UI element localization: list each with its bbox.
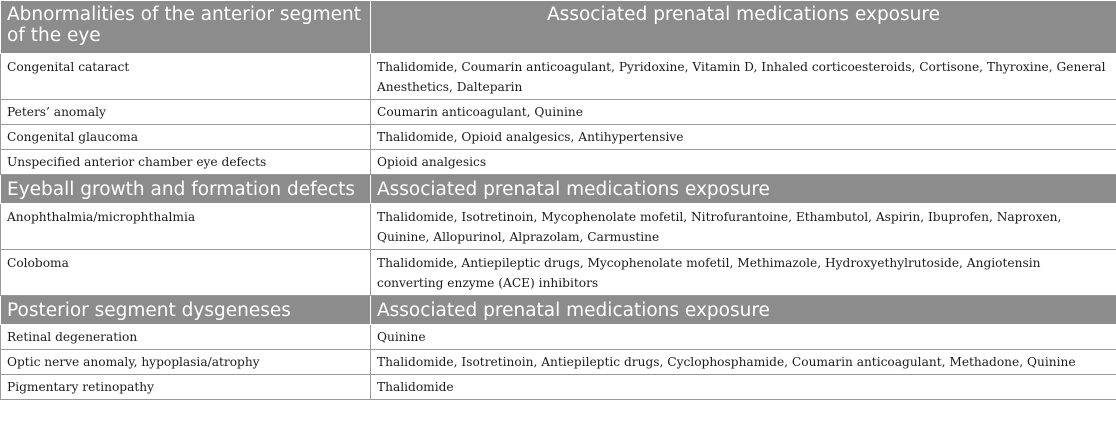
condition-cell: Congenital cataract (1, 54, 371, 100)
condition-cell: Anophthalmia/microphthalmia (1, 204, 371, 250)
section-header-medications: Associated prenatal medications exposure (371, 296, 1116, 325)
condition-cell: Retinal degeneration (1, 325, 371, 350)
medications-cell: Coumarin anticoagulant, Quinine (371, 100, 1116, 125)
medications-cell: Thalidomide, Isotretinoin, Mycophenolate mofetil, Nitrofurantoine, Ethambutol, Aspirin, Ibuprofen, Naproxen, Quinine, Allopurinol, Alprazolam, Carmustine (371, 204, 1116, 250)
table-row (1, 375, 1116, 400)
medications-cell: Thalidomide, Antiepileptic drugs, Mycophenolate mofetil, Methimazole, Hydroxyethylrutoside, Angiotensin converting enzyme (ACE) inhibitors (371, 250, 1116, 296)
medications-cell: Thalidomide, Isotretinoin, Antiepileptic drugs, Cyclophosphamide, Coumarin anticoagulant, Methadone, Quinine (371, 350, 1116, 375)
section-header-medications: Associated prenatal medications exposure (371, 175, 1116, 204)
condition-cell: Peters’ anomaly (1, 100, 371, 125)
section-header-row (1, 175, 1116, 204)
section-header-medications: Associated prenatal medications exposure (371, 1, 1116, 54)
section-header-eyeball-growth: Eyeball growth and formation defects (1, 175, 371, 204)
table-row (1, 125, 1116, 150)
table-row (1, 54, 1116, 100)
medications-cell: Thalidomide (371, 375, 1116, 400)
medications-cell: Quinine (371, 325, 1116, 350)
table-row (1, 150, 1116, 175)
table-row (1, 250, 1116, 296)
condition-cell: Unspecified anterior chamber eye defects (1, 150, 371, 175)
medications-cell: Thalidomide, Opioid analgesics, Antihypertensive (371, 125, 1116, 150)
medications-cell: Thalidomide, Coumarin anticoagulant, Pyridoxine, Vitamin D, Inhaled corticoesteroids, Cortisone, Thyroxine, General Anesthetics, Dalteparin (371, 54, 1116, 100)
medications-cell: Opioid analgesics (371, 150, 1116, 175)
condition-cell: Pigmentary retinopathy (1, 375, 371, 400)
table-row (1, 325, 1116, 350)
section-header-row (1, 296, 1116, 325)
section-header-posterior-segment: Posterior segment dysgeneses (1, 296, 371, 325)
section-header-row (1, 1, 1116, 54)
condition-cell: Optic nerve anomaly, hypoplasia/atrophy (1, 350, 371, 375)
table-row (1, 204, 1116, 250)
table-row (1, 100, 1116, 125)
table-row (1, 350, 1116, 375)
section-header-anterior-segment: Abnormalities of the anterior segment of the eye (1, 1, 371, 54)
condition-cell: Coloboma (1, 250, 371, 296)
condition-cell: Congenital glaucoma (1, 125, 371, 150)
